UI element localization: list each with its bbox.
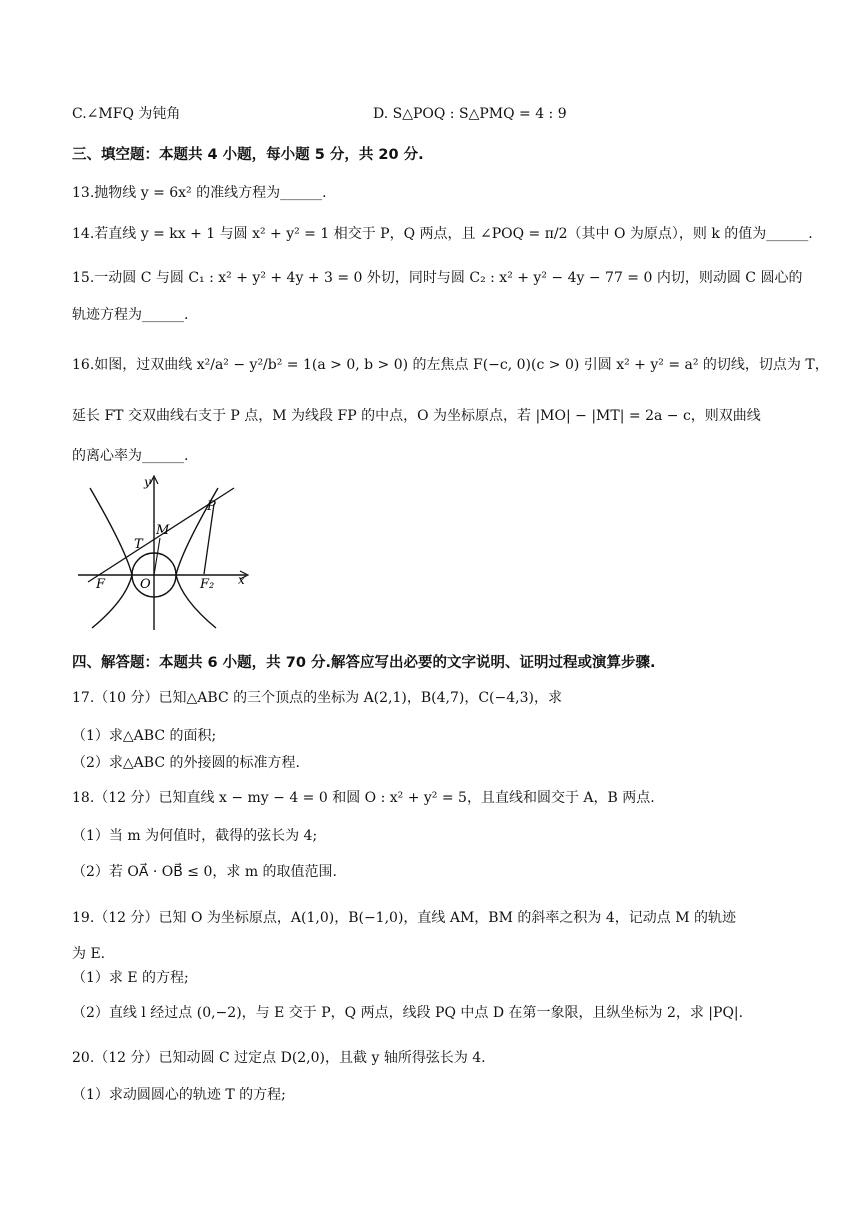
question-19-part2: （2）直线 l 经过点 (0,−2)，与 E 交于 P，Q 两点，线段 PQ 中点 D 在第一象限，且纵坐标为 2，求 |PQ|. xyxy=(72,1005,744,1021)
question-16-line3: 的离心率为______. xyxy=(72,448,189,464)
question-15-line1: 15.一动圆 C 与圆 C₁ : x² + y² + 4y + 3 = 0 外切，同时与圆 C₂ : x² + y² − 4y − 77 = 0 内切，则动圆 C 圆心的 xyxy=(72,270,803,286)
line-om xyxy=(154,538,160,575)
label-x: x xyxy=(238,573,245,587)
question-16-line1: 16.如图，过双曲线 x²/a² − y²/b² = 1(a > 0, b > 0) 的左焦点 F(−c, 0)(c > 0) 引圆 x² + y² = a² 的切线，切点为 T， xyxy=(72,357,829,373)
question-17-part1: （1）求△ABC 的面积; xyxy=(72,728,217,744)
label-t: T xyxy=(134,537,143,552)
option-d: D. S△POQ : S△PMQ = 4 : 9 xyxy=(373,106,567,122)
question-13: 13.抛物线 y = 6x² 的准线方程为______. xyxy=(72,185,327,201)
question-20-part1: （1）求动圆圆心的轨迹 T 的方程; xyxy=(72,1087,286,1103)
question-19-part1: （1）求 E 的方程; xyxy=(72,970,189,986)
option-c: C.∠MFQ 为钝角 xyxy=(72,106,181,122)
label-y: y xyxy=(144,475,151,489)
label-f2: F₂ xyxy=(200,577,215,592)
question-19-stem1: 19.（12 分）已知 O 为坐标原点，A(1,0)，B(−1,0)，直线 AM，BM 的斜率之积为 4，记动点 M 的轨迹 xyxy=(72,910,736,926)
question-18-part2: （2）若 OA⃗ · OB⃗ ≤ 0，求 m 的取值范围. xyxy=(72,864,338,880)
question-15-line2: 轨迹方程为______. xyxy=(72,307,189,323)
question-18-stem: 18.（12 分）已知直线 x − my − 4 = 0 和圆 O : x² + y² = 5，且直线和圆交于 A，B 两点. xyxy=(72,790,655,806)
question-16-line2: 延长 FT 交双曲线右支于 P 点，M 为线段 FP 的中点，O 为坐标原点，若 |MO| − |MT| = 2a − c，则双曲线 xyxy=(72,408,761,424)
hyperbola-figure xyxy=(74,470,258,632)
question-20-stem: 20.（12 分）已知动圆 C 过定点 D(2,0)，且截 y 轴所得弦长为 4. xyxy=(72,1050,486,1066)
question-14: 14.若直线 y = kx + 1 与圆 x² + y² = 1 相交于 P，Q 两点，且 ∠POQ = π/2（其中 O 为原点），则 k 的值为______. xyxy=(72,226,813,242)
label-f: F xyxy=(96,577,106,592)
label-o: O xyxy=(140,577,151,592)
section4-heading: 四、解答题：本题共 6 小题，共 70 分.解答应写出必要的文字说明、证明过程或演算步骤. xyxy=(72,655,656,671)
label-m: M xyxy=(156,523,170,538)
section3-heading: 三、填空题：本题共 4 小题，每小题 5 分，共 20 分. xyxy=(72,147,424,163)
question-17-stem: 17.（10 分）已知△ABC 的三个顶点的坐标为 A(2,1)，B(4,7)，C(−4,3)，求 xyxy=(72,690,562,706)
label-p: P xyxy=(207,499,216,514)
question-18-part1: （1）当 m 为何值时，截得的弦长为 4; xyxy=(72,828,318,844)
question-19-stem2: 为 E. xyxy=(72,946,106,962)
line-pf2 xyxy=(204,504,214,574)
question-17-part2: （2）求△ABC 的外接圆的标准方程. xyxy=(72,755,300,771)
